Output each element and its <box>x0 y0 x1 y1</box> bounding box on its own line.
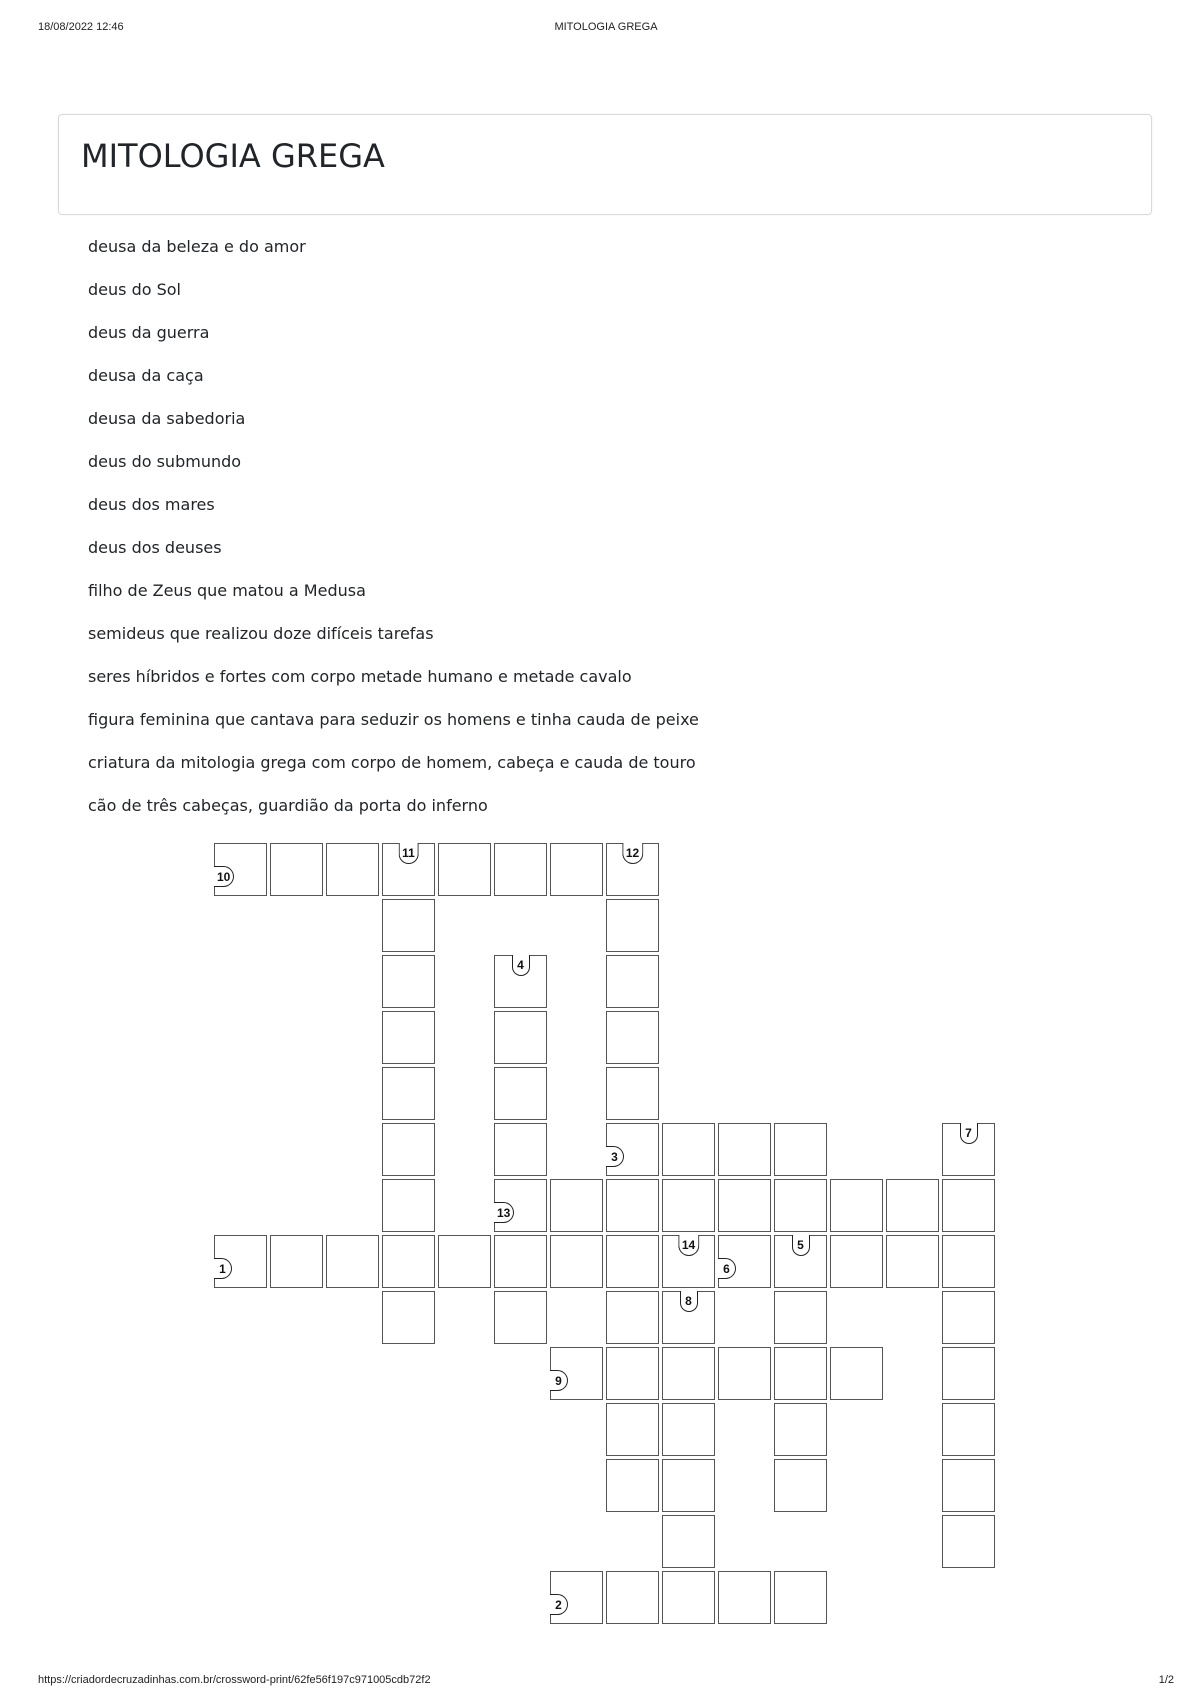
crossword-cell[interactable] <box>662 1291 715 1344</box>
crossword-cell[interactable] <box>382 1179 435 1232</box>
crossword-cell[interactable] <box>662 1571 715 1624</box>
crossword-cell[interactable] <box>438 1235 491 1288</box>
clue-number-1: 1 <box>214 1258 232 1279</box>
clue-number-3: 3 <box>606 1146 624 1167</box>
crossword-cell[interactable] <box>774 1347 827 1400</box>
crossword-cell[interactable] <box>270 843 323 896</box>
crossword-cell[interactable] <box>942 1459 995 1512</box>
crossword-cell[interactable] <box>550 843 603 896</box>
crossword-cell[interactable] <box>942 1235 995 1288</box>
crossword-cell[interactable] <box>942 1347 995 1400</box>
clue-number-2: 2 <box>550 1594 568 1615</box>
crossword-cell[interactable] <box>550 1571 603 1624</box>
crossword-cell[interactable] <box>718 1179 771 1232</box>
clue-item: figura feminina que cantava para seduzir os homens e tinha cauda de peixe <box>88 710 699 729</box>
crossword-cell[interactable] <box>326 843 379 896</box>
crossword-cell[interactable] <box>494 1067 547 1120</box>
crossword-cell[interactable] <box>494 1179 547 1232</box>
clue-number-5: 5 <box>792 1235 810 1256</box>
crossword-cell[interactable] <box>662 1515 715 1568</box>
crossword-cell[interactable] <box>494 1011 547 1064</box>
clue-item: deus da guerra <box>88 323 210 342</box>
clue-item: deus do Sol <box>88 280 181 299</box>
print-datetime: 18/08/2022 12:46 <box>38 21 124 33</box>
clue-number-4: 4 <box>512 955 530 976</box>
clue-item: seres híbridos e fortes com corpo metade humano e metade cavalo <box>88 667 632 686</box>
clue-item: deusa da sabedoria <box>88 409 246 428</box>
crossword-cell[interactable] <box>718 1235 771 1288</box>
crossword-cell[interactable] <box>606 1291 659 1344</box>
clue-number-10: 10 <box>214 866 234 887</box>
crossword-cell[interactable] <box>550 1347 603 1400</box>
print-footer <box>38 1674 1174 1690</box>
crossword-cell[interactable] <box>550 1235 603 1288</box>
crossword-cell[interactable] <box>214 843 267 896</box>
clue-item: filho de Zeus que matou a Medusa <box>88 581 366 600</box>
crossword-cell[interactable] <box>942 1179 995 1232</box>
clue-number-6: 6 <box>718 1258 736 1279</box>
crossword-cell[interactable] <box>718 1571 771 1624</box>
crossword-cell[interactable] <box>606 1067 659 1120</box>
crossword-cell[interactable] <box>606 955 659 1008</box>
crossword-cell[interactable] <box>774 1459 827 1512</box>
crossword-cell[interactable] <box>382 955 435 1008</box>
clue-item: criatura da mitologia grega com corpo de homem, cabeça e cauda de touro <box>88 753 696 772</box>
print-page-title: MITOLOGIA GREGA <box>554 21 658 33</box>
crossword-cell[interactable] <box>718 1123 771 1176</box>
crossword-cell[interactable] <box>774 1235 827 1288</box>
crossword-cell[interactable] <box>774 1403 827 1456</box>
clue-item: deus dos mares <box>88 495 215 514</box>
clue-number-13: 13 <box>494 1202 514 1223</box>
crossword-cell[interactable] <box>606 1123 659 1176</box>
crossword-cell[interactable] <box>270 1235 323 1288</box>
crossword-cell[interactable] <box>382 1123 435 1176</box>
clue-number-12: 12 <box>622 843 643 864</box>
page-title: MITOLOGIA GREGA <box>81 137 385 175</box>
crossword-cell[interactable] <box>606 1179 659 1232</box>
crossword-cell[interactable] <box>382 1067 435 1120</box>
crossword-cell[interactable] <box>886 1179 939 1232</box>
crossword-cell[interactable] <box>662 1123 715 1176</box>
crossword-cell[interactable] <box>662 1235 715 1288</box>
crossword-cell[interactable] <box>494 1123 547 1176</box>
crossword-cell[interactable] <box>382 899 435 952</box>
clue-item: deusa da beleza e do amor <box>88 237 306 256</box>
clue-item: deusa da caça <box>88 366 204 385</box>
crossword-cell[interactable] <box>774 1291 827 1344</box>
crossword-cell[interactable] <box>494 1291 547 1344</box>
clue-list <box>88 236 699 838</box>
crossword-cell[interactable] <box>774 1571 827 1624</box>
crossword-cell[interactable] <box>830 1235 883 1288</box>
crossword-cell[interactable] <box>382 1291 435 1344</box>
clue-item: cão de três cabeças, guardião da porta do inferno <box>88 796 488 815</box>
crossword-cell[interactable] <box>606 899 659 952</box>
print-page-number: 1/2 <box>1158 1674 1174 1686</box>
crossword-cell[interactable] <box>494 955 547 1008</box>
crossword-cell[interactable] <box>662 1459 715 1512</box>
crossword-cell[interactable] <box>606 1571 659 1624</box>
clue-number-14: 14 <box>678 1235 699 1256</box>
crossword-cell[interactable] <box>662 1347 715 1400</box>
crossword-cell[interactable] <box>774 1179 827 1232</box>
crossword-cell[interactable] <box>662 1403 715 1456</box>
crossword-cell[interactable] <box>718 1347 771 1400</box>
crossword-cell[interactable] <box>830 1179 883 1232</box>
crossword-cell[interactable] <box>606 1347 659 1400</box>
crossword-cell[interactable] <box>494 843 547 896</box>
crossword-cell[interactable] <box>606 1459 659 1512</box>
crossword-cell[interactable] <box>382 1235 435 1288</box>
crossword-cell[interactable] <box>942 1291 995 1344</box>
crossword-cell[interactable] <box>830 1347 883 1400</box>
clue-item: deus dos deuses <box>88 538 222 557</box>
crossword-cell[interactable] <box>550 1179 603 1232</box>
crossword-cell[interactable] <box>942 1515 995 1568</box>
crossword-cell[interactable] <box>774 1123 827 1176</box>
clue-number-8: 8 <box>680 1291 698 1312</box>
crossword-cell[interactable] <box>886 1235 939 1288</box>
clue-number-7: 7 <box>960 1123 978 1144</box>
crossword-cell[interactable] <box>382 1011 435 1064</box>
title-card <box>58 114 1152 215</box>
crossword-cell[interactable] <box>606 1235 659 1288</box>
clue-number-11: 11 <box>398 843 419 864</box>
crossword-cell[interactable] <box>438 843 491 896</box>
crossword-cell[interactable] <box>606 1403 659 1456</box>
clue-item: semideus que realizou doze difíceis tarefas <box>88 624 434 643</box>
print-url: https://criadordecruzadinhas.com.br/crossword-print/62fe56f197c971005cdb72f2 <box>38 1674 431 1686</box>
crossword-cell[interactable] <box>214 1235 267 1288</box>
clue-item: deus do submundo <box>88 452 242 471</box>
crossword-cell[interactable] <box>326 1235 379 1288</box>
print-header <box>38 21 1174 37</box>
clue-number-9: 9 <box>550 1370 568 1391</box>
crossword-cell[interactable] <box>942 1403 995 1456</box>
crossword-cell[interactable] <box>382 843 435 896</box>
crossword-cell[interactable] <box>662 1179 715 1232</box>
crossword-cell[interactable] <box>494 1235 547 1288</box>
crossword-cell[interactable] <box>606 1011 659 1064</box>
crossword-cell[interactable] <box>606 843 659 896</box>
crossword-cell[interactable] <box>942 1123 995 1176</box>
